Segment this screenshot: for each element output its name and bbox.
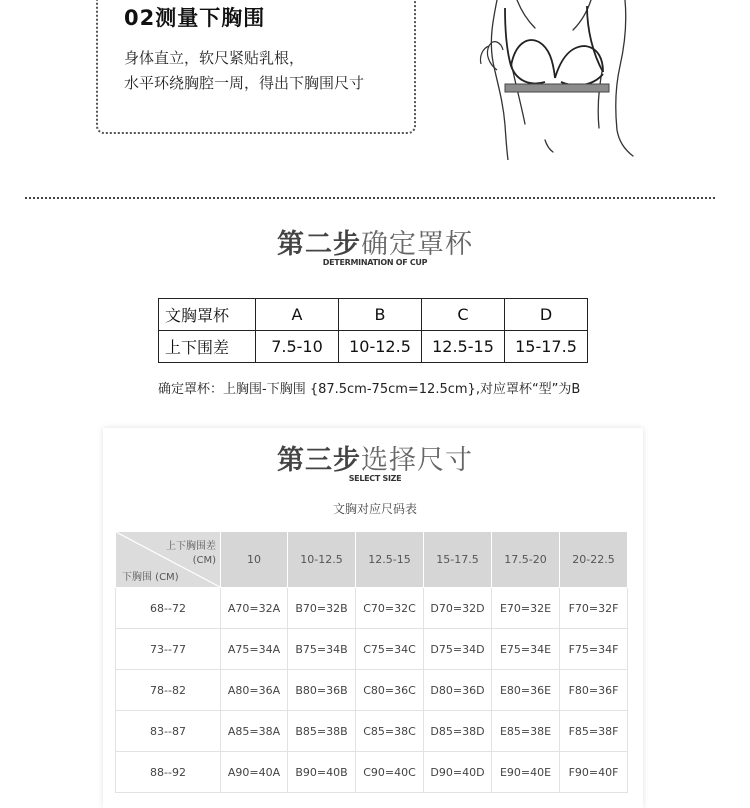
corner-header [116,532,221,588]
column-header: 10-12.5 [288,532,356,588]
diff-cell: 12.5-15 [422,331,505,363]
size-cell: F80=36F [560,670,628,711]
table-row [116,752,628,793]
table-row [116,670,628,711]
step2-title-bold: 第二步 [277,229,361,260]
size-table-header-row [116,532,628,588]
table-row [116,629,628,670]
size-cell: B80=36B [288,670,356,711]
cup-cell: C [422,299,505,331]
step2-title [0,222,750,261]
size-cell: F85=38F [560,711,628,752]
step3-title-light: 选择尺寸 [361,445,473,476]
size-cell: A80=36A [221,670,288,711]
corner-diff-line1: 上下胸围差 [166,541,216,552]
size-cell: E90=40E [492,752,560,793]
section-divider [25,197,715,199]
measure-card [96,0,416,134]
column-header: 20-22.5 [560,532,628,588]
step2-title-light: 确定罩杯 [361,229,473,260]
size-cell: B90=40B [288,752,356,793]
cup-cell: A [256,299,339,331]
size-cell: F75=34F [560,629,628,670]
step2-subtitle: DETERMINATION OF CUP [322,258,428,267]
size-cell: B70=32B [288,588,356,629]
size-cell: F90=40F [560,752,628,793]
size-cell: C70=32C [356,588,424,629]
cup-cell: D [505,299,588,331]
size-cell: A85=38A [221,711,288,752]
corner-diff-line2: (CM) [192,555,216,566]
size-cell: E85=38E [492,711,560,752]
size-cell: D90=40D [424,752,492,793]
column-header: 10 [221,532,288,588]
size-cell: A75=34A [221,629,288,670]
size-cell: C75=34C [356,629,424,670]
cup-cell: B [339,299,422,331]
cup-example-note: 确定罩杯：上胸围-下胸围 {87.5cm-75cm=12.5cm},对应罩杯“型”为B [158,382,581,397]
cup-row-header: 文胸罩杯 [159,299,256,331]
diff-cell: 10-12.5 [339,331,422,363]
corner-diff-label [166,540,216,568]
row-range: 68--72 [116,588,221,629]
size-cell: B85=38B [288,711,356,752]
size-cell: C80=36C [356,670,424,711]
measure-title: 02测量下胸围 [124,6,266,30]
measure-desc-line2: 水平环绕胸腔一周，得出下胸围尺寸 [124,74,365,92]
size-cell: E70=32E [492,588,560,629]
table-row [116,588,628,629]
size-table-caption: 文胸对应尺码表 [332,502,417,516]
column-header: 17.5-20 [492,532,560,588]
size-cell: D75=34D [424,629,492,670]
diff-cell: 7.5-10 [256,331,339,363]
size-cell: C90=40C [356,752,424,793]
row-range: 88--92 [116,752,221,793]
size-cell: D80=36D [424,670,492,711]
diff-row-header: 上下围差 [159,331,256,363]
size-cell: A90=40A [221,752,288,793]
step3-subtitle: SELECT SIZE [348,474,402,483]
column-header: 12.5-15 [356,532,424,588]
size-cell: E80=36E [492,670,560,711]
diff-cell: 15-17.5 [505,331,588,363]
size-cell: C85=38C [356,711,424,752]
torso-illustration [475,0,645,160]
size-cell: F70=32F [560,588,628,629]
measure-desc-line1: 身体直立，软尺紧贴乳根， [124,49,305,67]
size-cell: E75=34E [492,629,560,670]
row-range: 83--87 [116,711,221,752]
row-range: 78--82 [116,670,221,711]
corner-under-label: 下胸围 (CM) [122,572,179,583]
row-range: 73--77 [116,629,221,670]
table-row [116,711,628,752]
column-header: 15-17.5 [424,532,492,588]
size-cell: D85=38D [424,711,492,752]
diff-row [159,331,588,363]
size-table [115,531,628,793]
cup-row [159,299,588,331]
measure-description [124,46,364,96]
step3-title [0,438,750,477]
size-cell: A70=32A [221,588,288,629]
size-cell: B75=34B [288,629,356,670]
step3-title-bold: 第三步 [277,445,361,476]
cup-table [158,298,588,363]
size-cell: D70=32D [424,588,492,629]
